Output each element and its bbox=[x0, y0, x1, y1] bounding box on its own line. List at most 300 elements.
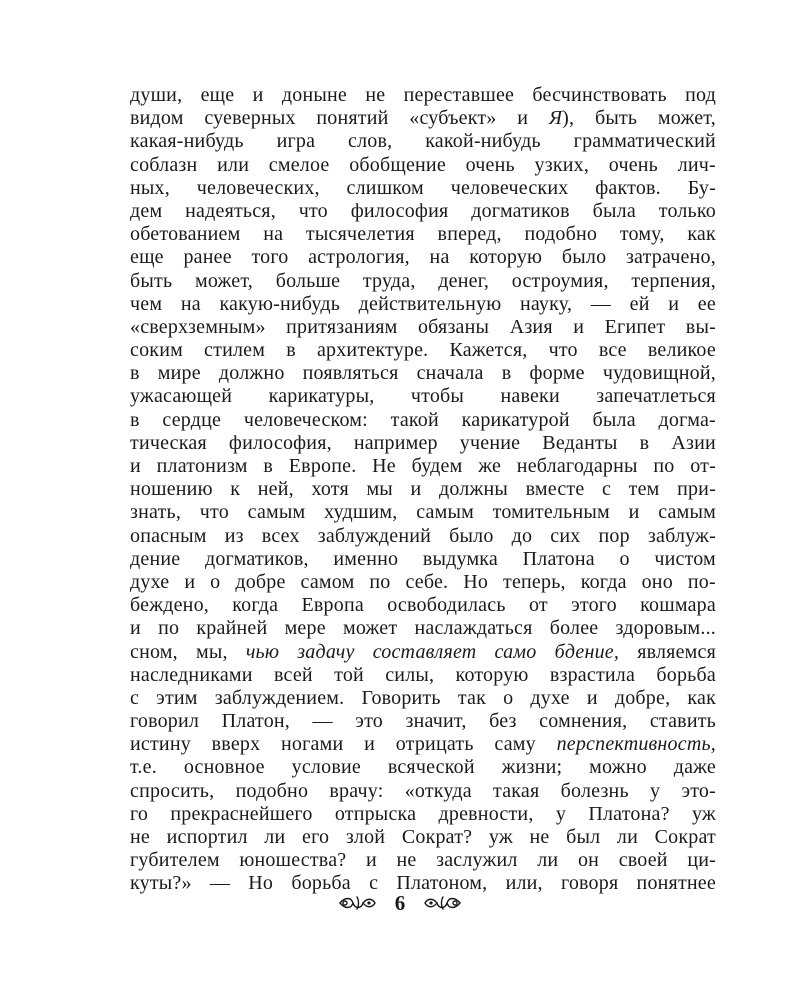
word: условие bbox=[291, 756, 361, 779]
word: в bbox=[130, 408, 140, 431]
word: задачу bbox=[297, 640, 355, 663]
word: его bbox=[302, 826, 330, 848]
word: у bbox=[650, 779, 661, 802]
word: сердце bbox=[162, 408, 222, 431]
word: учение bbox=[459, 431, 521, 454]
word: философия, bbox=[228, 431, 332, 454]
text-line bbox=[130, 339, 716, 362]
word: — bbox=[590, 292, 611, 315]
word: ли bbox=[264, 826, 286, 848]
word: Платон, bbox=[221, 710, 291, 733]
word: Но bbox=[463, 570, 489, 593]
word: в bbox=[263, 455, 274, 477]
word: когда bbox=[580, 570, 627, 593]
body-text bbox=[130, 84, 716, 896]
word: чистом bbox=[654, 547, 716, 570]
word: ей bbox=[629, 292, 650, 315]
word: суеверных bbox=[204, 107, 296, 130]
word: до bbox=[511, 524, 533, 547]
word: саму bbox=[494, 733, 536, 756]
word: это- bbox=[681, 779, 716, 802]
word: платонизм bbox=[156, 455, 248, 477]
word: истину bbox=[130, 733, 191, 756]
word: ранее bbox=[183, 246, 232, 269]
word: быть bbox=[130, 269, 173, 292]
word: можно bbox=[589, 756, 647, 779]
word: «субъект» bbox=[409, 107, 497, 130]
word: духе bbox=[530, 686, 570, 709]
word: тем bbox=[628, 478, 660, 501]
word: отпрыска bbox=[334, 802, 417, 825]
word: еще bbox=[200, 84, 235, 106]
word: архитектуре. bbox=[316, 339, 429, 362]
word: самым bbox=[658, 501, 716, 524]
word: чудовищной, bbox=[602, 362, 716, 385]
word: соблазн bbox=[130, 153, 198, 176]
word: смелое bbox=[268, 153, 330, 176]
word: тическая bbox=[130, 431, 207, 454]
word: именно bbox=[333, 547, 399, 570]
word: сначала bbox=[416, 362, 484, 385]
word: не bbox=[529, 826, 550, 848]
word: не bbox=[365, 84, 386, 106]
floral-ornament-left-icon bbox=[337, 894, 379, 912]
word: ли bbox=[616, 826, 639, 848]
text-line bbox=[130, 200, 716, 223]
word: терпения, bbox=[631, 269, 716, 292]
word: спросить, bbox=[130, 779, 215, 802]
word: уж bbox=[488, 826, 513, 848]
word: видом bbox=[130, 107, 184, 130]
word: той bbox=[334, 663, 364, 686]
word: чем bbox=[130, 292, 163, 315]
word: и bbox=[573, 315, 585, 338]
text-line bbox=[130, 177, 716, 200]
word: губителем bbox=[130, 849, 220, 872]
word: неблагодарны bbox=[516, 455, 638, 477]
word: форме bbox=[529, 362, 585, 385]
word: злой bbox=[345, 826, 386, 848]
word: соким bbox=[130, 339, 183, 362]
word: был bbox=[566, 826, 601, 848]
word: заблуждений bbox=[317, 524, 432, 547]
word: и bbox=[668, 292, 680, 315]
word: всей bbox=[274, 663, 313, 686]
word: по bbox=[653, 455, 675, 477]
word: ци- bbox=[687, 849, 716, 872]
word: Европа bbox=[301, 594, 364, 617]
word: самым bbox=[247, 501, 306, 524]
text-line bbox=[130, 617, 716, 640]
word: человеческом: bbox=[243, 408, 368, 431]
word: юношества? bbox=[239, 849, 347, 872]
word: о bbox=[619, 547, 630, 570]
word: понятнее bbox=[636, 872, 716, 895]
word: всяческой bbox=[387, 756, 475, 779]
word: борьба bbox=[656, 663, 716, 686]
word: заблуждением. bbox=[214, 686, 345, 709]
word: значит, bbox=[405, 710, 467, 733]
word: духе bbox=[130, 570, 170, 593]
word: в bbox=[639, 431, 650, 454]
word: догматиков bbox=[471, 199, 570, 222]
word: души, bbox=[130, 84, 183, 106]
text-line bbox=[130, 733, 716, 756]
word: такая bbox=[493, 779, 540, 802]
word: и bbox=[365, 849, 377, 872]
word: и bbox=[130, 455, 141, 477]
word: больше bbox=[275, 269, 341, 292]
text-line bbox=[130, 548, 716, 571]
word: этим bbox=[156, 686, 198, 709]
word: ли bbox=[537, 849, 559, 872]
word: ее bbox=[697, 292, 716, 315]
word: вы- bbox=[685, 315, 716, 338]
text-line bbox=[130, 501, 716, 524]
word: своей bbox=[618, 849, 668, 872]
word: может, bbox=[657, 107, 716, 130]
word: в bbox=[130, 362, 140, 385]
word: должно bbox=[218, 362, 285, 385]
word: чтобы bbox=[410, 385, 465, 408]
word: все bbox=[598, 339, 627, 362]
word: в bbox=[501, 362, 512, 385]
word: ногами bbox=[281, 733, 344, 756]
word: вперед, bbox=[437, 223, 502, 246]
word: с bbox=[130, 686, 140, 709]
word: надеяться, bbox=[185, 199, 276, 222]
word: — bbox=[209, 872, 231, 895]
word: и bbox=[586, 686, 598, 709]
text-line bbox=[130, 826, 716, 849]
word: он bbox=[577, 849, 600, 872]
text-line bbox=[130, 664, 716, 687]
word: или, bbox=[505, 872, 543, 895]
text-line bbox=[130, 455, 716, 478]
text-line bbox=[130, 571, 716, 594]
word: говоря bbox=[560, 872, 619, 895]
word: понятий bbox=[316, 107, 389, 130]
word: сих bbox=[550, 524, 581, 547]
word: такой bbox=[390, 408, 439, 431]
word: остроумия, bbox=[511, 269, 609, 292]
word: появляться bbox=[302, 362, 399, 385]
word: прекраснейшего bbox=[170, 802, 313, 825]
word: древности, bbox=[438, 802, 534, 825]
word: Платоном, bbox=[396, 872, 488, 895]
word: себе. bbox=[405, 570, 449, 593]
word: «сверхземным» bbox=[130, 315, 266, 338]
word: от bbox=[528, 594, 548, 617]
word: добре bbox=[235, 570, 286, 593]
word: очень bbox=[608, 153, 659, 176]
word: обязаны bbox=[417, 315, 490, 338]
word: Не bbox=[372, 455, 396, 477]
word: навеки bbox=[500, 385, 560, 408]
word: же bbox=[478, 455, 502, 477]
word: при- bbox=[677, 478, 716, 501]
word: ), bbox=[562, 107, 575, 130]
word: теперь, bbox=[503, 570, 566, 593]
word: освободилась bbox=[387, 594, 506, 617]
word: более bbox=[549, 617, 599, 640]
word: обобщение bbox=[349, 153, 446, 176]
text-line bbox=[130, 84, 716, 107]
word: испортил bbox=[166, 826, 248, 848]
word: и bbox=[628, 501, 640, 524]
word: может bbox=[342, 617, 398, 640]
word: фактов. bbox=[595, 176, 661, 199]
word: у bbox=[555, 802, 567, 825]
word: Веданты bbox=[542, 431, 618, 454]
text-line bbox=[130, 107, 716, 130]
word: какой-нибудь bbox=[425, 130, 541, 153]
text-line bbox=[130, 362, 716, 385]
word: и bbox=[364, 733, 375, 756]
word: ужасающей bbox=[130, 385, 233, 408]
word: карикатуры, bbox=[268, 385, 375, 408]
word: отрицать bbox=[395, 733, 474, 756]
word: Сократ? bbox=[401, 826, 473, 848]
word: стилем bbox=[204, 339, 266, 362]
word: основное bbox=[183, 756, 265, 779]
word: беждено, bbox=[130, 594, 209, 617]
word: с bbox=[602, 478, 612, 501]
word: очень bbox=[465, 153, 515, 176]
word: заблуж- bbox=[647, 524, 716, 547]
text-line bbox=[130, 293, 716, 316]
word: — bbox=[312, 710, 333, 733]
text-line bbox=[130, 130, 716, 153]
word: труда, bbox=[362, 269, 416, 292]
word: было bbox=[449, 524, 494, 547]
word: было bbox=[561, 246, 607, 269]
word: Но bbox=[248, 872, 274, 895]
word: может, bbox=[194, 269, 253, 292]
word: пор bbox=[598, 524, 630, 547]
word: не bbox=[396, 849, 417, 872]
word: о bbox=[210, 570, 221, 593]
word: «откуда bbox=[404, 779, 472, 802]
word: по bbox=[369, 570, 391, 593]
word: перспективность, bbox=[556, 733, 716, 756]
word: сомнения, bbox=[539, 710, 628, 733]
word: уж bbox=[691, 802, 716, 825]
word: Говорить bbox=[361, 686, 441, 709]
text-line bbox=[130, 316, 716, 339]
word: человеческих bbox=[450, 176, 569, 199]
word: мере bbox=[284, 617, 326, 640]
word: подобно bbox=[235, 779, 309, 802]
word: обетованием bbox=[130, 223, 241, 246]
word: без bbox=[489, 710, 517, 733]
text-line bbox=[130, 223, 716, 246]
word: это bbox=[355, 710, 383, 733]
word: Кажется, bbox=[449, 339, 528, 362]
word: и bbox=[184, 570, 196, 593]
word: как bbox=[687, 686, 716, 709]
word: взрастила bbox=[549, 663, 636, 686]
word: науку, bbox=[519, 292, 573, 315]
word: по bbox=[158, 617, 180, 640]
word: игра bbox=[276, 130, 316, 153]
word: что bbox=[548, 339, 578, 362]
word: Сократ bbox=[654, 826, 716, 848]
word: например bbox=[353, 431, 438, 454]
word: должны bbox=[438, 478, 509, 501]
word: карикатурой bbox=[461, 408, 570, 431]
word: затрачено, bbox=[625, 246, 716, 269]
word: оно bbox=[641, 570, 673, 593]
word: даже bbox=[673, 756, 716, 779]
word: под bbox=[685, 84, 716, 106]
word: великое bbox=[647, 339, 716, 362]
word: говорил bbox=[130, 710, 200, 733]
word: доныне bbox=[281, 84, 347, 106]
text-line bbox=[130, 246, 716, 269]
word: вверх bbox=[211, 733, 261, 756]
word: ных, bbox=[130, 176, 170, 199]
word: чью bbox=[245, 640, 280, 663]
word: заслужил bbox=[436, 849, 518, 872]
word: Платона? bbox=[588, 802, 670, 825]
word: на bbox=[263, 223, 284, 246]
word: сном, bbox=[130, 640, 178, 663]
word: самом bbox=[300, 570, 355, 593]
word: какая-нибудь bbox=[130, 130, 244, 153]
word: составляет bbox=[372, 640, 477, 663]
word: была bbox=[592, 199, 636, 222]
floral-ornament-right-icon bbox=[421, 894, 463, 912]
text-line bbox=[130, 780, 716, 803]
word: жизни; bbox=[501, 756, 563, 779]
word: с bbox=[369, 872, 379, 895]
word: когда bbox=[232, 594, 279, 617]
word: здоровым... bbox=[615, 617, 716, 640]
text-line bbox=[130, 270, 716, 293]
word: денег, bbox=[438, 269, 490, 292]
word: бдение, bbox=[554, 640, 620, 663]
page-number: 6 bbox=[394, 891, 406, 915]
word: которую bbox=[455, 663, 529, 686]
text-line bbox=[130, 432, 716, 455]
word: еще bbox=[130, 246, 164, 269]
word: знать, bbox=[130, 501, 182, 524]
word: на bbox=[429, 246, 450, 269]
word: слишком bbox=[346, 176, 424, 199]
word: и bbox=[517, 107, 529, 130]
word: го bbox=[130, 802, 149, 825]
text-line bbox=[130, 525, 716, 548]
word: худшим, bbox=[324, 501, 398, 524]
word: дение bbox=[130, 547, 181, 570]
text-line bbox=[130, 756, 716, 779]
word: ставить bbox=[649, 710, 716, 733]
word: Египет bbox=[604, 315, 666, 338]
text-line bbox=[130, 687, 716, 710]
word: добре, bbox=[614, 686, 671, 709]
word: что bbox=[298, 199, 328, 222]
text-line bbox=[130, 478, 716, 501]
word: того bbox=[251, 246, 289, 269]
word: как bbox=[687, 223, 716, 246]
word: тому, bbox=[619, 223, 665, 246]
word: и bbox=[130, 617, 141, 640]
word: Я bbox=[548, 107, 563, 130]
word: врачу: bbox=[329, 779, 384, 802]
word: так bbox=[457, 686, 486, 709]
word: самым bbox=[416, 501, 474, 524]
word: действительную bbox=[358, 292, 502, 315]
word: ношению bbox=[130, 478, 213, 501]
word: или bbox=[217, 153, 250, 176]
word: философия bbox=[350, 199, 449, 222]
word: Азия bbox=[509, 315, 553, 338]
word: наслаждаться bbox=[414, 617, 533, 640]
word: от- bbox=[690, 455, 716, 477]
word: узких, bbox=[534, 153, 590, 176]
word: что bbox=[199, 501, 229, 524]
word: только bbox=[658, 199, 716, 222]
word: мы bbox=[366, 478, 393, 501]
word: догма- bbox=[658, 408, 716, 431]
word: какую-нибудь bbox=[219, 292, 341, 315]
word: и bbox=[252, 84, 264, 106]
text-line bbox=[130, 710, 716, 733]
word: к bbox=[230, 478, 241, 501]
word: мы, bbox=[195, 640, 228, 663]
word: куты?» bbox=[130, 872, 192, 895]
text-line bbox=[130, 385, 716, 408]
word: и bbox=[410, 478, 422, 501]
word: являемся bbox=[637, 640, 716, 663]
word: астрология, bbox=[308, 246, 410, 269]
word: Бу- bbox=[687, 176, 716, 199]
word: будем bbox=[411, 455, 463, 477]
word: на bbox=[180, 292, 201, 315]
text-line bbox=[130, 849, 716, 872]
word: опасным bbox=[130, 524, 207, 547]
word: крайней bbox=[196, 617, 268, 640]
word: в bbox=[286, 339, 296, 362]
text-line bbox=[130, 803, 716, 826]
page-footer bbox=[0, 890, 800, 916]
word: запечатлеться bbox=[596, 385, 716, 408]
word: притязаниям bbox=[286, 315, 398, 338]
word: Платона bbox=[522, 547, 595, 570]
word: болезнь bbox=[560, 779, 629, 802]
word: грамматический bbox=[573, 130, 716, 153]
word: томительным bbox=[492, 501, 610, 524]
word: т.е. bbox=[130, 756, 157, 779]
word: бесчинствовать bbox=[532, 84, 667, 106]
word: о bbox=[503, 686, 514, 709]
word: переставшее bbox=[403, 84, 515, 106]
text-line bbox=[130, 594, 716, 617]
word: силы, bbox=[385, 663, 435, 686]
word: этого bbox=[571, 594, 617, 617]
word: тысячелетия bbox=[305, 223, 415, 246]
word: догматиков, bbox=[204, 547, 309, 570]
word: ней, bbox=[257, 478, 294, 501]
text-line bbox=[130, 154, 716, 177]
word: лич- bbox=[677, 153, 716, 176]
word: выдумка bbox=[422, 547, 498, 570]
word: не bbox=[130, 826, 150, 848]
word: борьба bbox=[291, 872, 351, 895]
word: из bbox=[224, 524, 244, 547]
text-line bbox=[130, 409, 716, 432]
